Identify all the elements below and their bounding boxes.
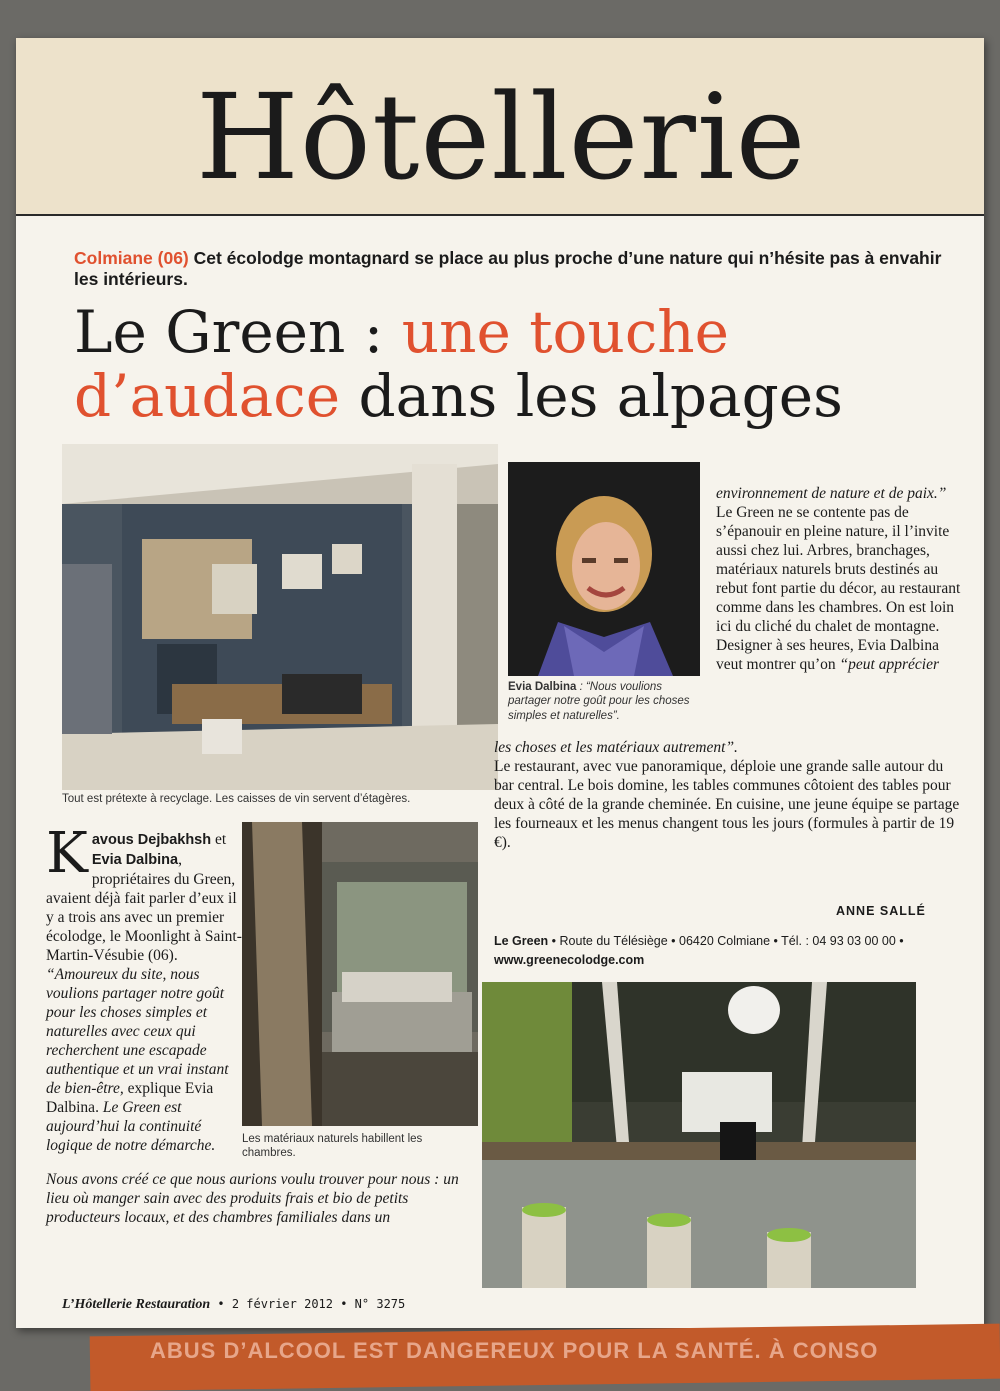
page-footer bbox=[62, 1296, 405, 1313]
restaurant-photo bbox=[62, 444, 498, 790]
magazine-page bbox=[16, 38, 984, 1328]
title-part-1: Le Green : bbox=[74, 298, 402, 366]
restaurant-caption: Tout est prétexte à recyclage. Les caisses de vin servent d’étagères. bbox=[62, 793, 411, 805]
article-mid-paragraph bbox=[494, 738, 964, 852]
article-column-3 bbox=[716, 484, 962, 674]
hotel-info-name: Le Green bbox=[494, 934, 549, 948]
col1-explique: explique Evia Dalbina. bbox=[46, 1080, 214, 1116]
header-rule bbox=[16, 214, 984, 216]
section-rubric: Hôtellerie bbox=[196, 68, 807, 206]
hotel-info bbox=[494, 932, 964, 970]
drop-cap: K bbox=[46, 821, 88, 886]
col1-quote-1: “Amoureux du site, nous voulions partager notre goût pour les choses simples et naturelles avec ceux qui recherchent une escapade authentique et un vrai instant de bien-être, bbox=[46, 966, 229, 1097]
col1-et: et bbox=[211, 831, 227, 848]
col1-quote-2: Le Green est aujourd’hui la continuité logique de notre démarche. bbox=[46, 1099, 216, 1154]
mid-text: Le restaurant, avec vue panoramique, déploie une grande salle autour du bar central. Le bois domine, les tables communes côtoient des tables pour deux à côté de la grande cheminée. En cuisine, une jeune équipe se partage les fourneaux et les menus changent tous les jours (formules à partir de 19 €). bbox=[494, 758, 960, 851]
col1-text: , propriétaires du Green, avaient déjà fait parler d’eux il y a trois ans avec un premier écolodge, le Moonlight à Saint-Martin-Vésubie (06). bbox=[46, 851, 242, 964]
article-wide-quote bbox=[46, 1170, 478, 1227]
kicker-location: Colmiane (06) bbox=[74, 248, 189, 268]
portrait-caption-name: Evia Dalbina bbox=[508, 681, 577, 693]
article-title bbox=[74, 300, 974, 428]
bedroom-caption: Les matériaux naturels habillent les chambres. bbox=[242, 1133, 423, 1160]
portrait-caption bbox=[508, 680, 703, 723]
title-part-3: d’audace bbox=[74, 362, 341, 430]
col1-name-1: avous Dejbakhsh bbox=[91, 832, 212, 848]
kicker-text: Cet écolodge montagnard se place au plus proche d’une nature qui n’hésite pas à envahir les intérieurs. bbox=[74, 248, 942, 289]
hotel-info-address: • Route du Télésiège • 06420 Colmiane • Tél. : 04 93 03 00 00 • bbox=[548, 934, 904, 948]
hotel-info-website: www.greenecolodge.com bbox=[494, 953, 645, 967]
title-part-2: une touche bbox=[401, 298, 729, 366]
col1-name-2: Evia Dalbina bbox=[91, 852, 179, 868]
footer-date: • 2 février 2012 • N° 3275 bbox=[210, 1297, 406, 1311]
col3-text: Le Green ne se contente pas de s’épanouir en pleine nature, il l’invite aussi chez lui. Arbres, branchages, matériaux naturels bruts destinés au rebut font partie du décor, au restaurant comme dans les chambres. On est loin ici du cliché du chalet de montagne. Designer à ses heures, Evia Dalbina veut montrer qu’on bbox=[716, 504, 961, 673]
mid-quote: les choses et les matériaux autrement”. bbox=[494, 739, 738, 756]
title-part-4: dans les alpages bbox=[340, 362, 843, 430]
article-signature: ANNE SALLÉ bbox=[836, 904, 926, 918]
next-page-warning: ABUS D’ALCOOL EST DANGEREUX POUR LA SANTÉ. À CONSO bbox=[150, 1338, 879, 1363]
col3-quote2: “peut apprécier bbox=[839, 656, 939, 673]
bedroom-photo bbox=[242, 822, 478, 1126]
footer-publication: L’Hôtellerie Restauration bbox=[62, 1297, 211, 1312]
article-kicker bbox=[74, 248, 954, 290]
bar-photo bbox=[482, 982, 916, 1288]
article-column-1 bbox=[46, 821, 242, 1155]
portrait-caption-quote: : “Nous voulions partager notre goût pour les choses simples et naturelles”. bbox=[508, 681, 690, 722]
wide-quote: Nous avons créé ce que nous aurions voulu trouver pour nous : un lieu où manger sain avec des produits frais et bio de petits producteurs locaux, et des chambres familiales dans un bbox=[46, 1171, 459, 1226]
portrait-photo bbox=[508, 462, 700, 676]
col3-quote: environnement de nature et de paix.” bbox=[716, 485, 947, 502]
